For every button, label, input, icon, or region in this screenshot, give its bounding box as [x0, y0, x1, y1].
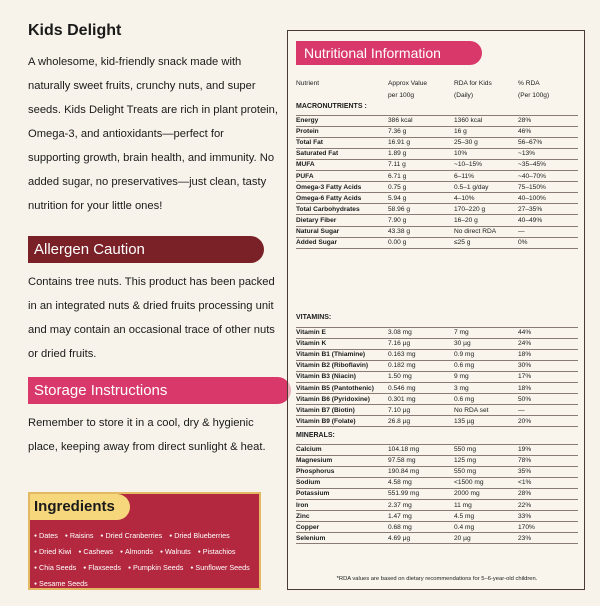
rda-value: 4–10% — [454, 194, 475, 202]
ingredients-box — [28, 492, 261, 590]
nutrient-name: Saturated Fat — [296, 150, 339, 158]
nutrient-name: Zinc — [296, 512, 310, 520]
nutrition-section-label: MINERALS: — [296, 432, 335, 439]
approx-value: 5.94 g — [388, 194, 407, 202]
nutrient-name: Vitamin B6 (Pyridoxine) — [296, 395, 370, 403]
ingredient-item: ● Sesame Seeds — [34, 576, 88, 592]
approx-value: 7.11 g — [388, 161, 406, 169]
ingredient-item: ● Sunflower Seeds — [190, 560, 249, 576]
column-header-approx: Approx Value — [388, 80, 428, 87]
rda-value: 16–20 g — [454, 216, 478, 224]
rda-value: No direct RDA — [454, 228, 497, 235]
nutrient-name: Copper — [296, 523, 320, 531]
ingredient-item: ● Raisins — [65, 528, 94, 544]
approx-value: 551.99 mg — [388, 490, 420, 498]
rda-value: 0.6 mg — [454, 362, 475, 370]
nutrition-row — [296, 522, 578, 533]
approx-value: 3.08 mg — [388, 329, 412, 336]
approx-value: 0.546 mg — [388, 384, 416, 392]
nutrition-row — [296, 182, 578, 193]
nutrient-name: Dietary Fiber — [296, 216, 337, 224]
rda-percent: 17% — [518, 373, 532, 381]
approx-value: 0.00 g — [388, 239, 407, 247]
nutrition-row — [296, 444, 578, 455]
rda-percent: 27–35% — [518, 205, 543, 213]
rda-value: ≤25 g — [454, 239, 471, 247]
ingredient-item: ● Dried Blueberries — [169, 528, 230, 544]
row-divider — [296, 543, 578, 544]
column-header-approx-unit: per 100g — [388, 92, 415, 99]
nutrition-row — [296, 193, 578, 204]
approx-value: 0.301 mg — [388, 395, 416, 403]
approx-value: 0.163 mg — [388, 351, 416, 359]
rda-value: 170–220 g — [454, 205, 486, 213]
approx-value: 7.36 g — [388, 128, 407, 136]
approx-value: 7.16 µg — [388, 340, 411, 348]
nutrient-name: Protein — [296, 128, 319, 136]
row-divider — [296, 248, 578, 249]
rda-value: 9 mg — [454, 373, 469, 381]
nutrition-row — [296, 226, 578, 237]
column-header-nutrient: Nutrient — [296, 80, 320, 87]
rda-value: 0.4 mg — [454, 523, 475, 531]
approx-value: 7.10 µg — [388, 406, 411, 414]
nutrition-row — [296, 338, 578, 349]
rda-percent: 19% — [518, 446, 532, 453]
nutrient-name: Calcium — [296, 446, 322, 453]
nutrition-section-label: MACRONUTRIENTS : — [296, 103, 367, 110]
rda-percent: 46% — [518, 128, 532, 136]
column-header-rda-unit: (Daily) — [454, 92, 474, 99]
ingredient-item: ● Pumpkin Seeds — [128, 560, 183, 576]
nutrient-name: Vitamin B7 (Biotin) — [296, 406, 355, 414]
nutrient-name: Vitamin B2 (Riboflavin) — [296, 362, 369, 370]
nutrition-row — [296, 455, 578, 466]
nutrition-row — [296, 405, 578, 416]
nutrient-name: Vitamin B9 (Folate) — [296, 417, 356, 425]
rda-percent: <1% — [518, 479, 532, 487]
nutrition-row — [296, 466, 578, 477]
rda-value: 2000 mg — [454, 490, 480, 498]
nutrient-name: MUFA — [296, 161, 315, 169]
nutrition-row — [296, 204, 578, 215]
rda-value: 11 mg — [454, 501, 472, 509]
nutrient-name: Potassium — [296, 490, 330, 498]
nutrient-name: Magnesium — [296, 457, 333, 465]
rda-value: 125 mg — [454, 457, 476, 465]
approx-value: 1.47 mg — [388, 512, 412, 520]
rda-footnote: *RDA values are based on dietary recommendations for 5–6-year-old children. — [336, 576, 538, 582]
nutrition-row — [296, 360, 578, 371]
approx-value: 2.37 mg — [388, 501, 412, 509]
rda-value: 135 µg — [454, 417, 475, 425]
rda-percent: — — [518, 228, 525, 235]
approx-value: 7.90 g — [388, 216, 407, 224]
nutrient-name: Natural Sugar — [296, 228, 340, 235]
nutrition-header-row — [296, 78, 578, 89]
rda-percent: ~35–45% — [518, 161, 547, 169]
rda-value: 30 µg — [454, 340, 471, 348]
rda-value: 3 mg — [454, 384, 469, 392]
rda-percent: 18% — [518, 384, 532, 392]
nutrition-row — [296, 533, 578, 544]
nutrition-row — [296, 394, 578, 405]
nutrition-row — [296, 137, 578, 148]
nutrient-name: Total Carbohydrates — [296, 205, 360, 213]
approx-value: 0.75 g — [388, 183, 407, 191]
nutrition-row — [296, 488, 578, 499]
nutrient-name: Phosphorus — [296, 468, 335, 476]
nutrition-row — [296, 237, 578, 248]
approx-value: 0.182 mg — [388, 362, 416, 370]
rda-value: 10% — [454, 150, 468, 158]
nutrient-name: Omega-6 Fatty Acids — [296, 194, 362, 202]
approx-value: 4.58 mg — [388, 479, 412, 487]
nutrient-name: Vitamin B5 (Pantothenic) — [296, 384, 374, 392]
rda-percent: 44% — [518, 329, 532, 336]
approx-value: 1.89 g — [388, 150, 407, 158]
rda-percent: ~13% — [518, 150, 536, 158]
ingredient-item: ● Almonds — [120, 544, 153, 560]
product-description: A wholesome, kid-friendly snack made with naturally sweet fruits, crunchy nuts, and super seeds. Kids Delight Treats are rich in plant protein, Omega-3, and antioxidants—perfect for supporting growth, brain health, and immunity. No added sugar, no preservatives—just clean, tasty nutrition for your little ones! — [28, 56, 278, 212]
column-header-pct: % RDA — [518, 80, 540, 87]
rda-value: 7 mg — [454, 329, 469, 336]
rda-value: 20 µg — [454, 534, 471, 542]
ingredient-item: ● Dates — [34, 528, 58, 544]
nutrition-row — [296, 477, 578, 488]
rda-value: 25–30 g — [454, 139, 478, 147]
rda-percent: 35% — [518, 468, 532, 476]
nutrient-name: Vitamin E — [296, 329, 326, 336]
rda-value: ~10–15% — [454, 161, 483, 169]
ingredient-item: ● Chia Seeds — [34, 560, 76, 576]
nutrient-name: Vitamin K — [296, 340, 327, 348]
column-header-rda: RDA for Kids — [454, 80, 492, 87]
nutrition-header-row-2 — [296, 90, 578, 101]
rda-percent: 40–100% — [518, 194, 546, 202]
rda-percent: 24% — [518, 340, 532, 348]
ingredient-item: ● Cashews — [78, 544, 113, 560]
nutrition-row — [296, 383, 578, 394]
rda-percent: 28% — [518, 117, 532, 124]
nutrition-row — [296, 159, 578, 170]
ingredient-item: ● Walnuts — [160, 544, 191, 560]
ingredients-heading: Ingredients — [30, 494, 130, 520]
rda-value: 550 mg — [454, 446, 476, 453]
nutrition-row — [296, 371, 578, 382]
approx-value: 1.50 mg — [388, 373, 412, 381]
rda-percent: 170% — [518, 523, 535, 531]
nutrient-name: Sodium — [296, 479, 321, 487]
nutrition-row — [296, 416, 578, 427]
nutrient-name: PUFA — [296, 172, 314, 180]
rda-percent: 0% — [518, 239, 528, 247]
nutrient-name: Omega-3 Fatty Acids — [296, 183, 362, 191]
nutrient-name: Vitamin B3 (Niacin) — [296, 373, 356, 381]
rda-percent: 22% — [518, 501, 532, 509]
rda-percent: 50% — [518, 395, 532, 403]
rda-percent: 40–49% — [518, 216, 543, 224]
approx-value: 16.91 g — [388, 139, 410, 147]
rda-percent: — — [518, 406, 525, 414]
nutrition-panel — [287, 30, 585, 590]
rda-value: 4.5 mg — [454, 512, 475, 520]
ingredient-item: ● Dried Kiwi — [34, 544, 71, 560]
allergen-heading: Allergen Caution — [28, 236, 264, 263]
nutrition-row — [296, 148, 578, 159]
rda-percent: 33% — [518, 512, 532, 520]
approx-value: 4.69 µg — [388, 534, 411, 542]
rda-percent: ~40–70% — [518, 172, 547, 180]
storage-heading: Storage Instructions — [28, 377, 291, 404]
rda-percent: 78% — [518, 457, 532, 465]
nutrition-heading: Nutritional Information — [296, 41, 482, 65]
rda-percent: 18% — [518, 351, 532, 359]
nutrition-row — [296, 115, 578, 126]
rda-value: 0.6 mg — [454, 395, 475, 403]
ingredient-item: ● Flaxseeds — [83, 560, 121, 576]
approx-value: 104.18 mg — [388, 446, 420, 453]
approx-value: 0.68 mg — [388, 523, 412, 531]
nutrition-row — [296, 349, 578, 360]
row-divider — [296, 426, 578, 427]
allergen-text: Contains tree nuts. This product has been packed in an integrated nuts & dried fruits processing unit and may contain an occasional trace of other nuts or dried fruits. — [28, 276, 275, 360]
rda-value: 6–11% — [454, 172, 475, 180]
approx-value: 190.84 mg — [388, 468, 420, 476]
nutrient-name: Selenium — [296, 534, 326, 542]
nutrition-row — [296, 215, 578, 226]
nutrition-row — [296, 327, 578, 338]
nutrient-name: Total Fat — [296, 139, 323, 147]
approx-value: 97.58 mg — [388, 457, 416, 465]
rda-percent: 30% — [518, 362, 532, 370]
nutrition-row — [296, 511, 578, 522]
rda-percent: 75–150% — [518, 183, 546, 191]
approx-value: 6.71 g — [388, 172, 407, 180]
ingredient-item: ● Dried Cranberries — [100, 528, 162, 544]
ingredient-item: ● Pistachios — [198, 544, 236, 560]
rda-value: 0.5–1 g/day — [454, 183, 489, 191]
rda-value: 550 mg — [454, 468, 476, 476]
storage-text: Remember to store it in a cool, dry & hygienic place, keeping away from direct sunlight & heat. — [28, 417, 266, 453]
rda-value: <1500 mg — [454, 479, 484, 487]
rda-value: No RDA set — [454, 406, 489, 414]
nutrition-section-label: VITAMINS: — [296, 314, 332, 321]
product-title: Kids Delight — [28, 22, 122, 39]
rda-percent: 28% — [518, 490, 532, 498]
rda-value: 16 g — [454, 128, 467, 136]
ingredients-list — [34, 528, 260, 592]
column-header-pct-unit: (Per 100g) — [518, 92, 550, 99]
nutrient-name: Iron — [296, 501, 309, 509]
rda-value: 1360 kcal — [454, 117, 483, 124]
approx-value: 58.96 g — [388, 205, 410, 213]
nutrition-row — [296, 126, 578, 137]
nutrition-row — [296, 171, 578, 182]
nutrient-name: Vitamin B1 (Thiamine) — [296, 351, 366, 359]
approx-value: 43.38 g — [388, 228, 410, 235]
nutrient-name: Added Sugar — [296, 239, 338, 247]
rda-value: 0.9 mg — [454, 351, 475, 359]
rda-percent: 56–67% — [518, 139, 543, 147]
rda-percent: 20% — [518, 417, 532, 425]
rda-percent: 23% — [518, 534, 532, 542]
approx-value: 26.8 µg — [388, 417, 411, 425]
nutrient-name: Energy — [296, 117, 319, 124]
approx-value: 386 kcal — [388, 117, 413, 124]
nutrition-row — [296, 500, 578, 511]
